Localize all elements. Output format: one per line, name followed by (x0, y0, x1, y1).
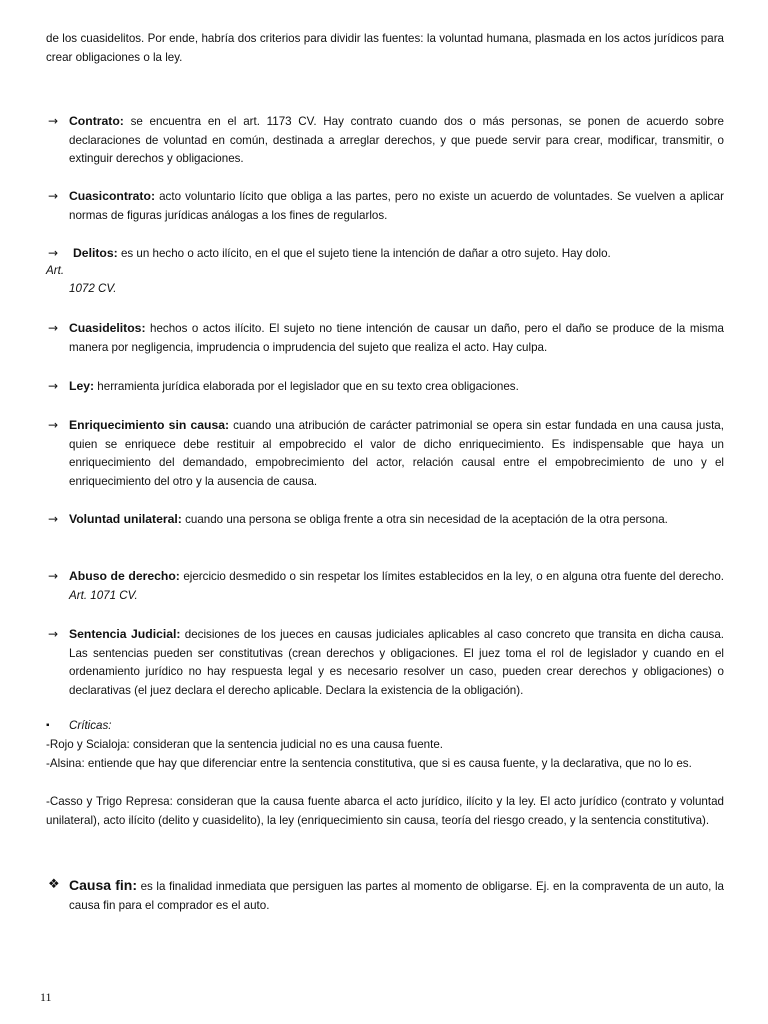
item-term: Abuso de derecho: (69, 569, 180, 583)
item-delitos (46, 244, 724, 264)
arrow-icon: → (48, 246, 59, 260)
item-abuso-de-derecho (46, 567, 724, 605)
criticas-line: -Casso y Trigo Represa: consideran que la causa fuente abarca el acto jurídico, ilícito y la ley. El acto jurídico (contrato y voluntad unilateral), acto ilícito (delito y cuasidelito), la ley (enriquecimiento sin causa, teoría del riesgo creado, y la sentencia constitutiva). (46, 795, 724, 827)
item-body (69, 876, 724, 915)
arrow-icon: → (48, 418, 59, 432)
item-voluntad-unilateral (46, 510, 724, 530)
item-text: cuando una atribución de carácter patrimonial se opera sin estar fundada en una causa justa, quien se enriquece debe restituir al empobrecido el valor de dicho enriquecimiento. Es indispensable que haya un enriquecimiento del demandado, empobrecimiento del actor, relación causal entre el empobrecimiento de uno y el enriquecimiento del otro y la ausencia de causa. (69, 419, 724, 488)
item-contrato (46, 112, 724, 169)
item-body (69, 567, 724, 605)
item-text: es un hecho o acto ilícito, en el que el sujeto tiene la intención de dañar a otro sujeto. Hay dolo. (120, 247, 611, 260)
diamond-bullet-icon: ❖ (48, 877, 60, 892)
item-term: Ley: (69, 379, 95, 393)
item-article: Art. 1071 CV. (69, 588, 138, 602)
item-term: Enriquecimiento sin causa: (69, 418, 230, 432)
arrow-icon: → (48, 379, 59, 393)
item-body (73, 244, 724, 264)
item-body (69, 625, 724, 700)
arrow-icon: → (48, 512, 59, 526)
item-term: Voluntad unilateral: (69, 512, 182, 526)
delitos-art-label: Art. (46, 264, 65, 277)
item-text: decisiones de los jueces en causas judiciales aplicables al caso concreto que transita en dicha causa. Las sentencias pueden ser constitutivas (crean derechos y obligaciones. El juez toma el rol de legislador y cuando en el ordenamiento jurídico no hay respuesta legal y es necesario resolver un caso, pueden crear derechos y obligaciones) o declarativas (el juez declara el derecho aplicable. Declara la existencia de la obligación). (69, 628, 724, 697)
item-term: Contrato: (69, 114, 124, 128)
item-body (69, 510, 724, 530)
item-text: hechos o actos ilícito. El sujeto no tiene intención de causar un daño, pero el daño se produce de la misma manera por negligencia, imprudencia o imprudencia del sujeto que realiza el acto. Hay culpa. (69, 322, 724, 354)
arrow-icon: → (48, 114, 59, 128)
item-cuasidelitos (46, 319, 724, 357)
arrow-icon: → (48, 627, 59, 641)
item-body (69, 377, 724, 397)
intro-paragraph: de los cuasidelitos. Por ende, habría dos criterios para dividir las fuentes: la voluntad humana, plasmada en los actos jurídicos para crear obligaciones o la ley. (46, 32, 724, 64)
item-body (69, 416, 724, 491)
item-text: se encuentra en el art. 1173 CV. Hay contrato cuando dos o más personas, se ponen de acuerdo sobre declaraciones de voluntad en común, destinada a arreglar derechos, y que puede servir para crear, modificar, transmitir, o extinguir derechos y obligaciones. (69, 115, 724, 166)
item-text: herramienta jurídica elaborada por el legislador que en su texto crea obligaciones. (97, 380, 519, 393)
item-sentencia-judicial (46, 625, 724, 700)
item-text: es la finalidad inmediata que persiguen las partes al momento de obligarse. Ej. en la compraventa de un auto, la causa fin para el comprador es el auto. (69, 880, 724, 912)
item-term: Delitos: (73, 246, 118, 260)
item-text: acto voluntario lícito que obliga a las partes, pero no existe un acuerdo de voluntades. Se vuelven a aplicar normas de figuras jurídicas análogas a los fines de regularlos. (69, 190, 724, 222)
arrow-icon: → (48, 569, 59, 583)
criticas-line: -Rojo y Scialoja: consideran que la sentencia judicial no es una causa fuente. (46, 738, 444, 751)
page-number: 11 (40, 990, 52, 1004)
item-causa-fin (46, 876, 724, 915)
item-enriquecimiento (46, 416, 724, 491)
item-body (69, 319, 724, 357)
item-term: Sentencia Judicial: (69, 627, 181, 641)
item-cuasicontrato (46, 187, 724, 225)
item-term: Cuasidelitos: (69, 321, 146, 335)
arrow-icon: → (48, 189, 59, 203)
item-text: ejercicio desmedido o sin respetar los límites establecidos en la ley, o en alguna otra fuente del derecho. (183, 570, 724, 583)
item-term: Cuasicontrato: (69, 189, 155, 203)
criticas-line: -Alsina: entiende que hay que diferenciar entre la sentencia constitutiva, que si es causa fuente, y la declarativa, que no lo es. (46, 757, 692, 770)
arrow-icon: → (48, 321, 59, 335)
item-body (69, 112, 724, 169)
square-bullet-icon: ▪ (46, 720, 50, 731)
item-body (69, 187, 724, 225)
delitos-art-number: 1072 CV. (69, 282, 117, 295)
item-term: Causa fin: (69, 877, 138, 893)
item-ley (46, 377, 724, 397)
criticas-title: Críticas: (69, 719, 112, 732)
item-text: cuando una persona se obliga frente a otra sin necesidad de la aceptación de la otra persona. (185, 513, 668, 526)
